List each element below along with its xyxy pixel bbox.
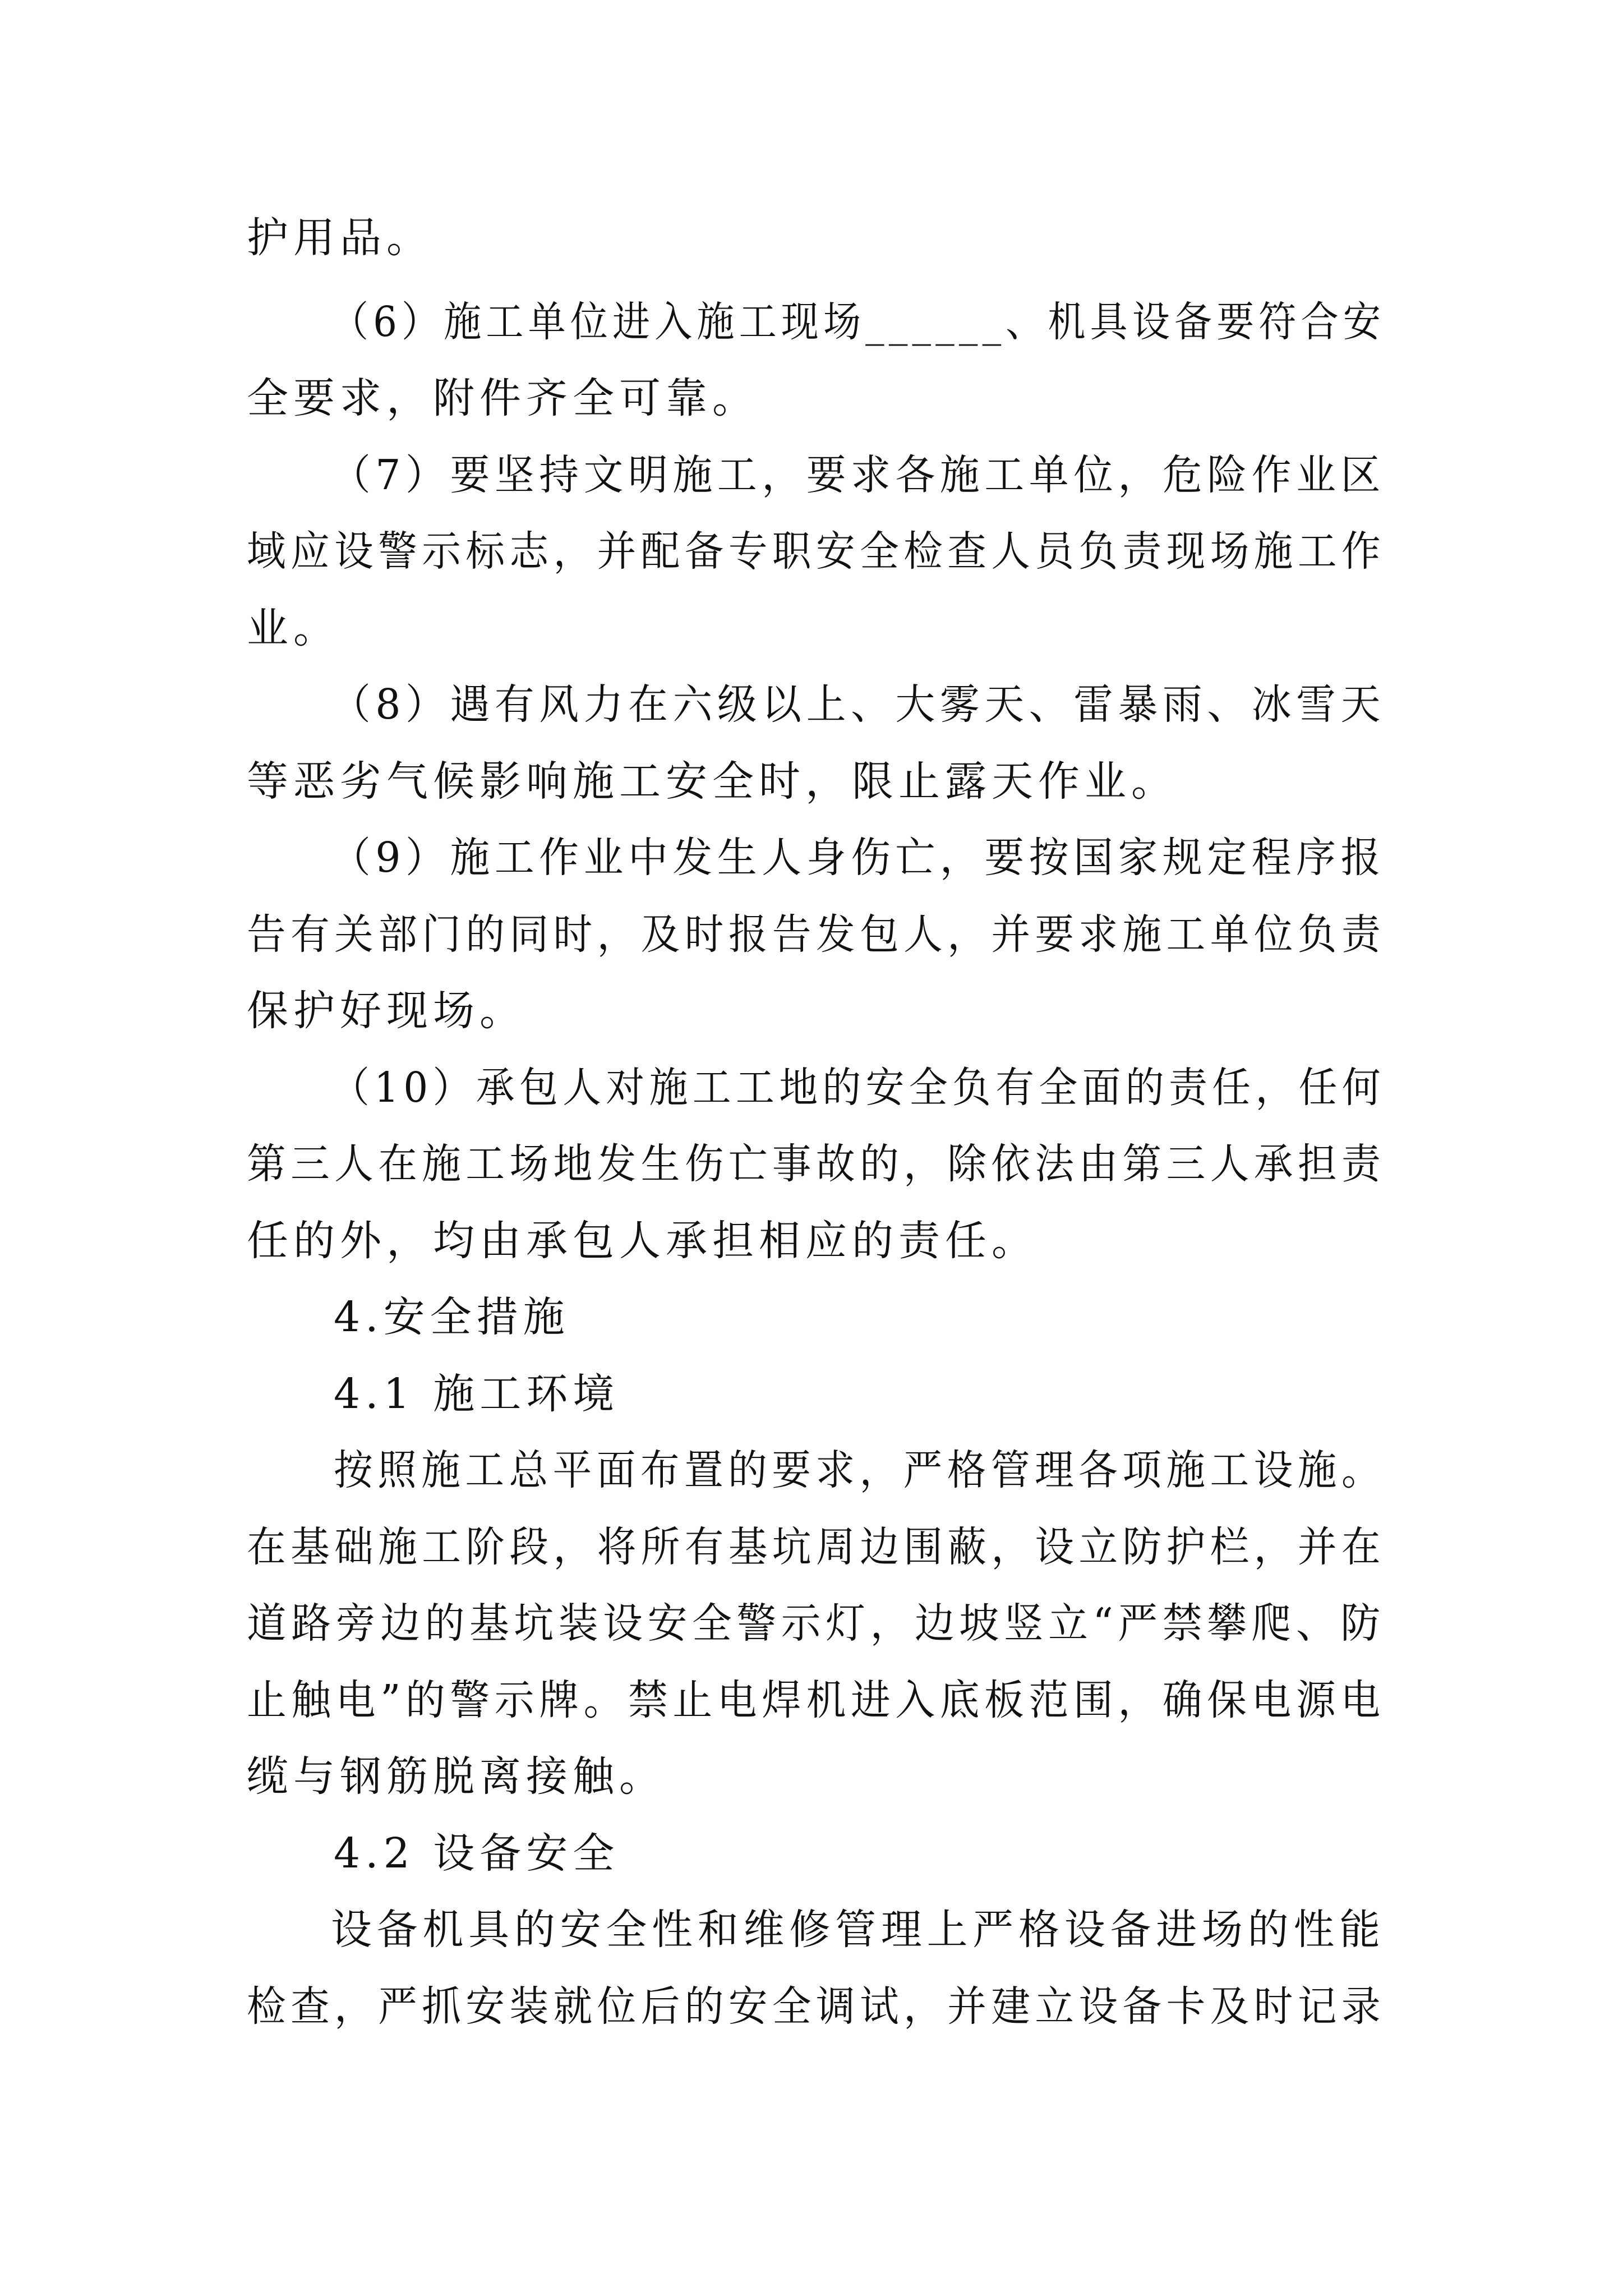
text-line-17: 按照施工总平面布置的要求，严格管理各项施工设施。	[334, 1446, 1386, 1494]
text-line-18: 在基础施工阶段，将所有基坑周边围蔽，设立防护栏，并在	[247, 1523, 1386, 1571]
text-line-2: （6）施工单位进入施工现场______、机具设备要符合安	[331, 298, 1386, 346]
text-line-5: 域应设警示标志，并配备专职安全检查人员负责现场施工作	[247, 527, 1386, 576]
text-line-21: 缆与钢筋脱离接触。	[247, 1752, 666, 1801]
text-line-1: 护用品。	[247, 214, 433, 262]
text-line-14: 任的外，均由承包人承担相应的责任。	[247, 1217, 1038, 1265]
text-line-11: 保护好现场。	[247, 987, 526, 1035]
text-line-12: （10）承包人对施工工地的安全负有全面的责任，任何	[331, 1064, 1386, 1112]
text-line-23: 设备机具的安全性和维修管理上严格设备进场的性能	[331, 1906, 1385, 1954]
text-line-20: 止触电”的警示牌。禁止电焊机进入底板范围，确保电源电	[247, 1676, 1385, 1724]
text-line-19: 道路旁边的基坑装设安全警示灯，边坡竖立“严禁攀爬、防	[247, 1599, 1385, 1648]
text-line-3: 全要求，附件齐全可靠。	[247, 374, 759, 422]
section-heading-4: 4.安全措施	[334, 1293, 570, 1341]
text-line-9: （9）施工作业中发生人身伤亡，要按国家规定程序报	[331, 834, 1386, 882]
subsection-heading-4-2: 4.2 设备安全	[334, 1829, 620, 1878]
text-line-6: 业。	[247, 604, 340, 652]
subsection-heading-4-1: 4.1 施工环境	[334, 1370, 620, 1418]
text-line-7: （8）遇有风力在六级以上、大雾天、雷暴雨、冰雪天	[331, 680, 1386, 729]
text-line-4: （7）要坚持文明施工，要求各施工单位，危险作业区	[331, 451, 1386, 499]
text-line-8: 等恶劣气候影响施工安全时，限止露天作业。	[247, 757, 1178, 806]
text-line-10: 告有关部门的同时，及时报告发包人，并要求施工单位负责	[247, 910, 1386, 959]
text-line-13: 第三人在施工场地发生伤亡事故的，除依法由第三人承担责	[247, 1140, 1386, 1188]
text-line-24: 检查，严抓安装就位后的安全调试，并建立设备卡及时记录	[247, 1982, 1386, 2031]
